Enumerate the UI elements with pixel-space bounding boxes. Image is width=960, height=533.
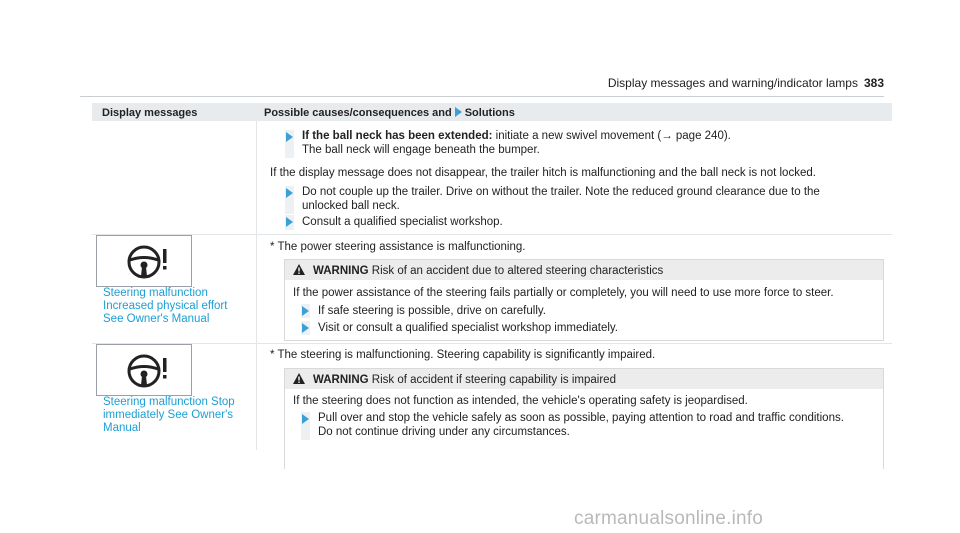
- warning-title-text: Risk of an accident due to altered steering characteristics: [371, 265, 664, 277]
- step-arrow-icon: [302, 323, 309, 333]
- row2-message-line2: Increased physical effort: [103, 300, 228, 312]
- col-header-solutions-text: Solutions: [464, 107, 515, 119]
- row2-warning-title: [313, 264, 663, 278]
- steering-stop-display: [96, 344, 192, 396]
- step-arrow-icon: [302, 414, 309, 424]
- col-header-causes-text: Possible causes/consequences and: [264, 107, 452, 119]
- row2-warning-text: If the power assistance of the steering fails partially or completely, you will need to use more force to steer.: [293, 287, 834, 299]
- warning-label: WARNING: [313, 265, 369, 277]
- row1-step3: Consult a qualified specialist workshop.: [302, 216, 503, 228]
- watermark-logo: carmanualsonline.info: [574, 508, 764, 529]
- row3-cause: * The steering is malfunctioning. Steering capability is significantly impaired.: [270, 349, 656, 361]
- col-header-display-messages: Display messages: [102, 107, 198, 119]
- row3-message-line3: Manual: [103, 422, 141, 434]
- row2-message-line1: Steering malfunction: [103, 287, 208, 299]
- row3-message-line2: immediately See Owner's: [103, 409, 234, 421]
- row3-message-line1: Steering malfunction Stop: [103, 396, 235, 408]
- step-arrow-icon: [286, 217, 293, 227]
- row1-step1-line2: The ball neck will engage beneath the bumper.: [302, 144, 540, 156]
- table-header: [92, 103, 892, 121]
- row2-message-line3: See Owner's Manual: [103, 313, 210, 325]
- col-header-causes: [264, 107, 515, 119]
- row1-step1: [302, 129, 731, 143]
- steering-wheel-warning-icon: [97, 345, 191, 395]
- row1-step1-text: initiate a new swivel movement (→ page 240).: [495, 130, 731, 142]
- row2-step2: Visit or consult a qualified specialist workshop immediately.: [318, 322, 618, 334]
- row-divider: [92, 343, 892, 344]
- header-title: Display messages and warning/indicator lamps: [607, 76, 858, 90]
- warning-triangle-icon: [293, 373, 305, 384]
- warning-title-text: Risk of accident if steering capability is impaired: [371, 374, 616, 386]
- row3-warning-box: [284, 368, 884, 469]
- row1-paragraph: If the display message does not disappear, the trailer hitch is malfunctioning and the ball neck is not locked.: [270, 167, 816, 179]
- column-divider: [256, 121, 257, 450]
- row3-step1-line2: Do not continue driving under any circumstances.: [318, 426, 570, 438]
- header-divider: [80, 96, 884, 97]
- row3-warning-text: If the steering does not function as intended, the vehicle's operating safety is jeopardised.: [293, 395, 748, 407]
- row3-warning-title: [313, 373, 616, 387]
- step-arrow-icon: [286, 132, 293, 142]
- row3-step1-line1: Pull over and stop the vehicle safely as soon as possible, paying attention to road and traffic conditions.: [318, 412, 844, 424]
- page-number: 383: [863, 76, 884, 90]
- row2-warning-box: [284, 259, 884, 341]
- row1-step1-bold: If the ball neck has been extended:: [302, 130, 493, 142]
- row2-step1: If safe steering is possible, drive on carefully.: [318, 305, 546, 317]
- steering-warning-display: [96, 235, 192, 287]
- step-arrow-icon: [286, 188, 293, 198]
- arrow-right-icon: [455, 107, 462, 117]
- row1-step2-line2: unlocked ball neck.: [302, 200, 400, 212]
- page-header: [560, 76, 884, 90]
- step-arrow-icon: [302, 306, 309, 316]
- row2-cause: * The power steering assistance is malfunctioning.: [270, 241, 526, 253]
- warning-triangle-icon: [293, 264, 305, 275]
- warning-label: WARNING: [313, 374, 369, 386]
- steering-wheel-warning-icon: [97, 236, 191, 286]
- row-divider: [92, 234, 892, 235]
- row1-step2-line1: Do not couple up the trailer. Drive on without the trailer. Note the reduced ground clearance due to the: [302, 186, 820, 198]
